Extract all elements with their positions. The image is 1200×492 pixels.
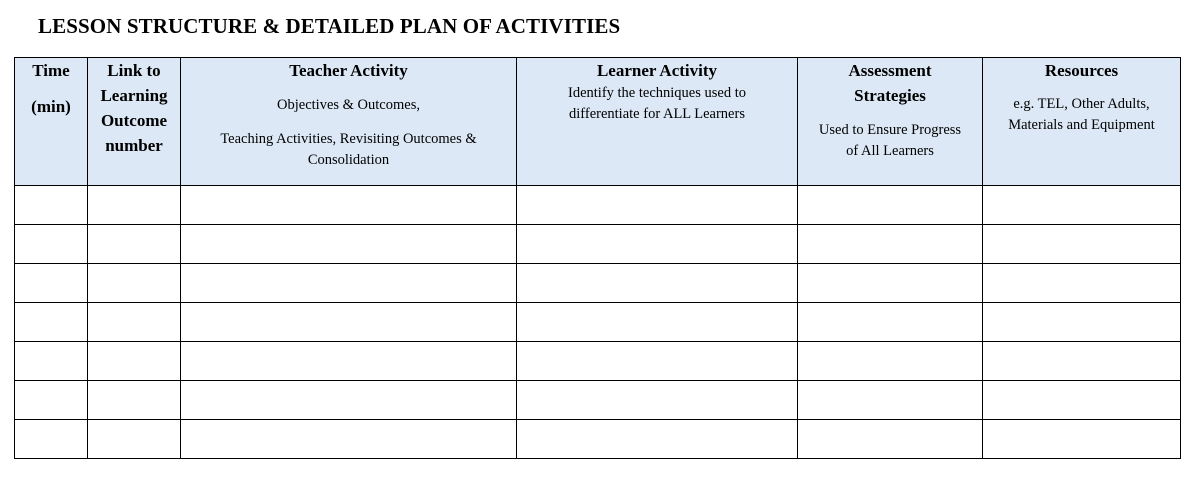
cell-assessment[interactable] [798,420,983,459]
header-learner-sub2: differentiate for ALL Learners [569,106,745,122]
cell-learner[interactable] [517,186,798,225]
cell-time[interactable] [15,264,88,303]
header-link-line1: Link to [107,61,161,80]
cell-link[interactable] [88,186,181,225]
header-assessment [798,58,983,186]
header-resources-sub1: e.g. TEL, Other Adults, [1013,96,1150,112]
header-teacher [181,58,517,186]
cell-time[interactable] [15,303,88,342]
cell-link[interactable] [88,225,181,264]
header-assessment-sub2: of All Learners [846,143,934,159]
header-learner-sub1: Identify the techniques used to [568,85,746,101]
cell-learner[interactable] [517,342,798,381]
header-resources-sub2: Materials and Equipment [1008,117,1155,133]
table-row [15,303,1181,342]
cell-teacher[interactable] [181,381,517,420]
table-row [15,264,1181,303]
header-time-title: Time [32,61,70,80]
header-time [15,58,88,186]
cell-assessment[interactable] [798,264,983,303]
cell-resources[interactable] [983,342,1181,381]
cell-teacher[interactable] [181,420,517,459]
cell-time[interactable] [15,342,88,381]
table-row [15,186,1181,225]
cell-resources[interactable] [983,303,1181,342]
cell-resources[interactable] [983,186,1181,225]
header-link [88,58,181,186]
cell-link[interactable] [88,420,181,459]
cell-resources[interactable] [983,264,1181,303]
cell-assessment[interactable] [798,225,983,264]
cell-teacher[interactable] [181,225,517,264]
header-time-unit: (min) [31,97,71,116]
header-row [15,58,1181,186]
cell-learner[interactable] [517,264,798,303]
cell-assessment[interactable] [798,381,983,420]
table-row [15,420,1181,459]
cell-learner[interactable] [517,381,798,420]
cell-teacher[interactable] [181,186,517,225]
cell-link[interactable] [88,264,181,303]
cell-link[interactable] [88,342,181,381]
lesson-plan-table [14,57,1181,459]
header-assessment-title1: Assessment [848,61,932,80]
cell-resources[interactable] [983,420,1181,459]
cell-learner[interactable] [517,420,798,459]
cell-time[interactable] [15,420,88,459]
cell-assessment[interactable] [798,342,983,381]
cell-learner[interactable] [517,225,798,264]
header-link-line4: number [105,136,163,155]
cell-time[interactable] [15,381,88,420]
cell-time[interactable] [15,225,88,264]
header-link-line2: Learning [100,86,168,105]
cell-link[interactable] [88,381,181,420]
cell-resources[interactable] [983,381,1181,420]
header-teacher-title: Teacher Activity [289,61,408,80]
cell-time[interactable] [15,186,88,225]
header-resources [983,58,1181,186]
header-learner [517,58,798,186]
cell-assessment[interactable] [798,303,983,342]
header-teacher-sub2: Teaching Activities, Revisiting Outcomes & [220,131,477,147]
document-title: LESSON STRUCTURE & DETAILED PLAN OF ACTIVITIES [38,14,621,38]
cell-teacher[interactable] [181,342,517,381]
table-row [15,342,1181,381]
header-learner-title: Learner Activity [596,61,718,80]
header-assessment-sub1: Used to Ensure Progress [818,122,962,138]
cell-learner[interactable] [517,303,798,342]
header-resources-title: Resources [1044,61,1119,80]
header-assessment-title2: Strategies [854,86,926,105]
table-row [15,381,1181,420]
header-teacher-sub1: Objectives & Outcomes, [277,97,420,113]
cell-resources[interactable] [983,225,1181,264]
cell-link[interactable] [88,303,181,342]
table-row [15,225,1181,264]
cell-teacher[interactable] [181,264,517,303]
cell-assessment[interactable] [798,186,983,225]
header-teacher-sub3: Consolidation [307,152,390,168]
cell-teacher[interactable] [181,303,517,342]
header-link-line3: Outcome [100,111,168,130]
